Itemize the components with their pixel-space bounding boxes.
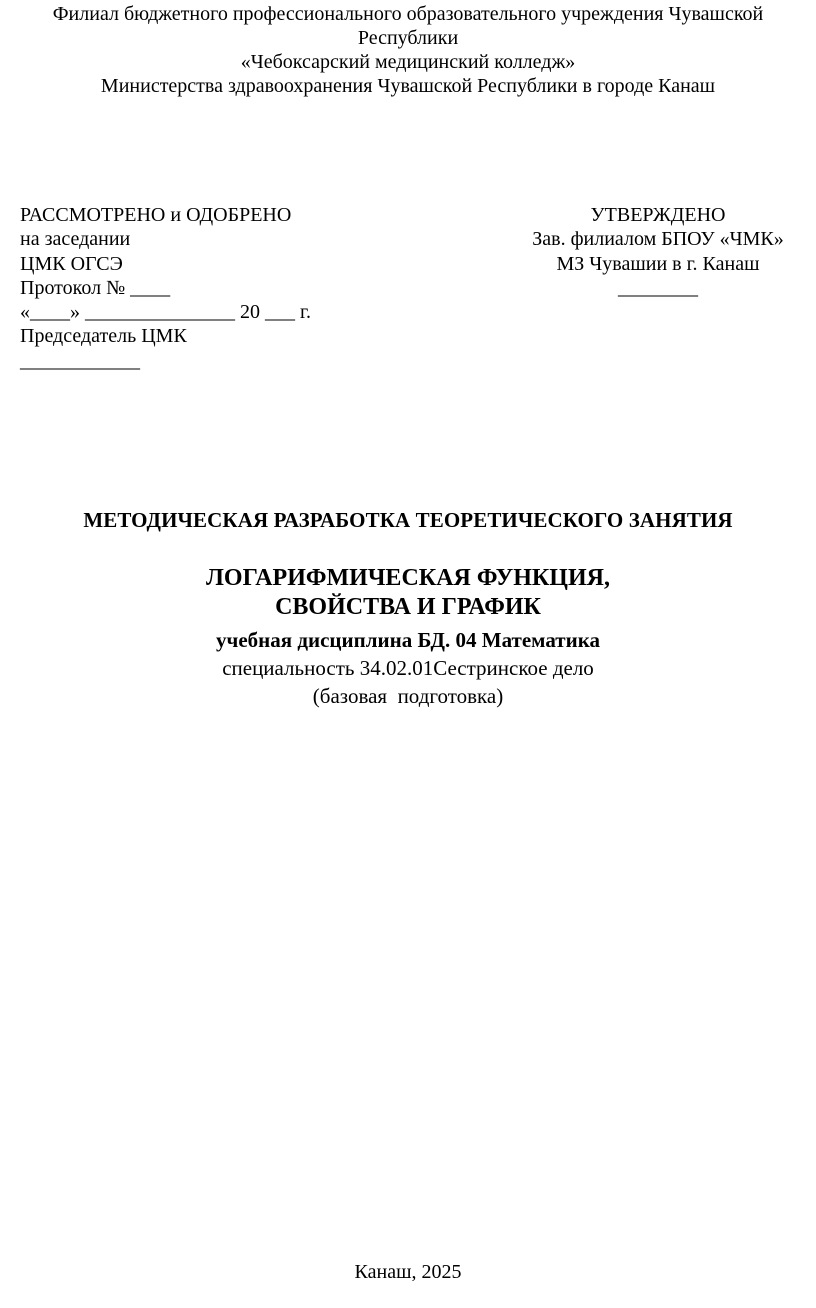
header-line-3: «Чебоксарский медицинский колледж» xyxy=(240,51,576,73)
approval-approved-block xyxy=(518,203,798,300)
approved-signature-line: ________ xyxy=(618,276,698,299)
document-type-title: МЕТОДИЧЕСКАЯ РАЗРАБОТКА ТЕОРЕТИЧЕСКОГО ЗАНЯТИЯ xyxy=(83,508,733,532)
considered-commission: ЦМК ОГСЭ xyxy=(20,252,123,275)
approved-head: Зав. филиалом БПОУ «ЧМК» xyxy=(532,228,784,251)
considered-chairman: Председатель ЦМК xyxy=(20,325,187,348)
topic-line-2: СВОЙСТВА И ГРАФИК xyxy=(275,594,541,620)
approved-title: УТВЕРЖДЕНО xyxy=(590,204,726,226)
considered-signature-line: ____________ xyxy=(20,349,140,372)
institution-header xyxy=(0,2,816,98)
considered-protocol: Протокол № ____ xyxy=(20,276,171,299)
lesson-topic xyxy=(0,564,816,622)
considered-date: «____» _______________ 20 ___ г. xyxy=(20,301,311,324)
header-line-1: Филиал бюджетного профессионального образовательного учреждения Чувашской xyxy=(52,3,764,25)
header-line-4: Министерства здравоохранения Чувашской Республики в городе Канаш xyxy=(100,75,716,97)
approved-ministry: МЗ Чувашии в г. Канаш xyxy=(556,252,760,275)
training-level: (базовая подготовка) xyxy=(312,684,504,708)
considered-title: РАССМОТРЕНО и ОДОБРЕНО xyxy=(20,204,292,226)
city-year: Канаш, 2025 xyxy=(354,1261,462,1283)
specialty-line: специальность 34.02.01Сестринское дело xyxy=(222,656,594,680)
header-line-2: Республики xyxy=(357,27,459,49)
specialty-block xyxy=(0,654,816,710)
considered-meeting: на заседании xyxy=(20,228,131,251)
approval-considered-block xyxy=(20,203,311,373)
topic-line-1: ЛОГАРИФМИЧЕСКАЯ ФУНКЦИЯ, xyxy=(206,565,610,591)
discipline-label: учебная дисциплина БД. 04 Математика xyxy=(216,628,600,652)
